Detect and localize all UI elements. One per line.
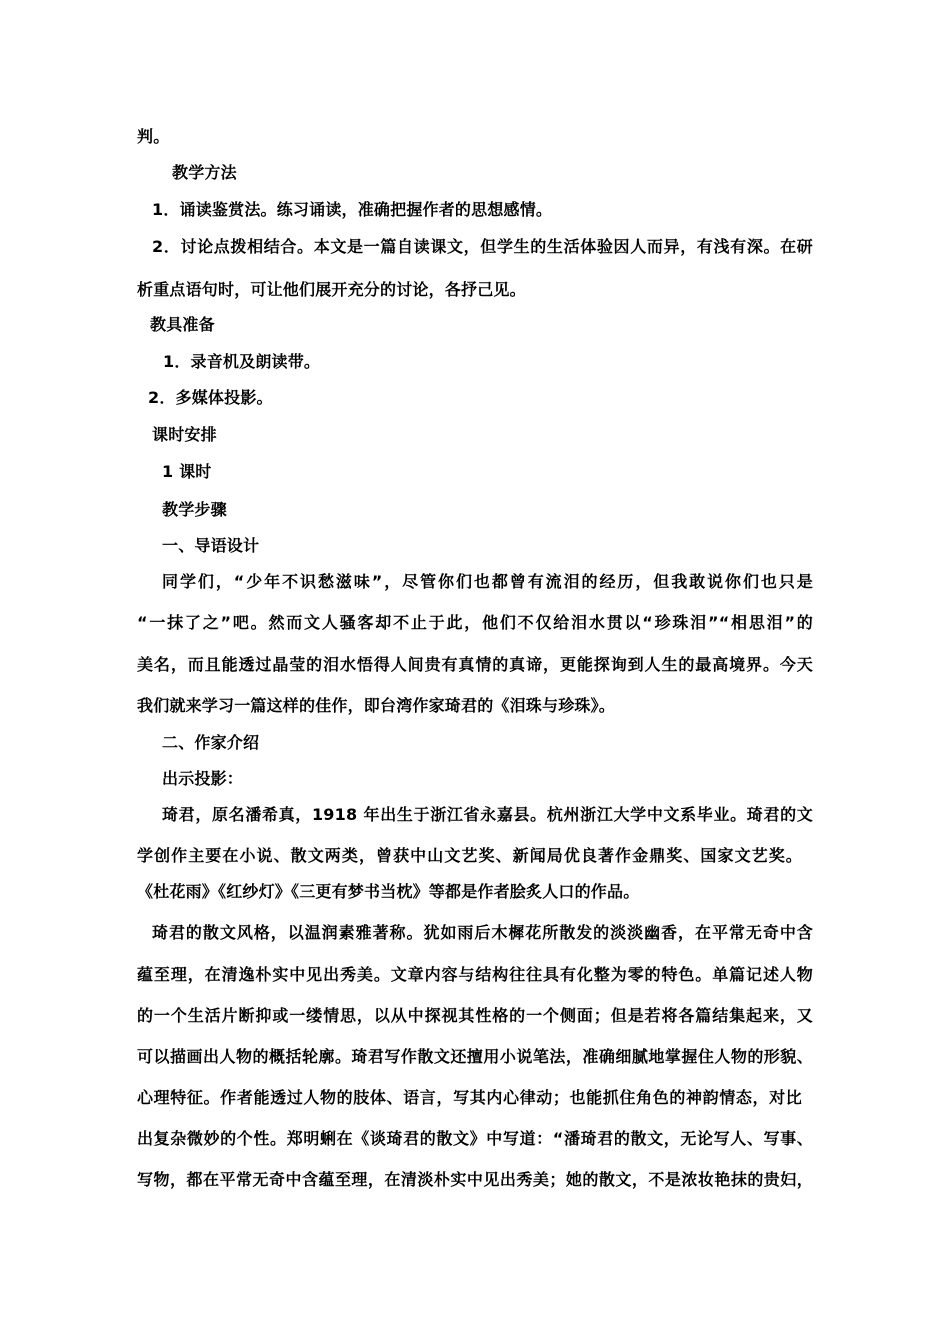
text-line: 可以描画出人物的概括轮廓。琦君写作散文还擅用小说笔法，准确细腻地掌握住人物的形貌、 — [137, 1047, 813, 1066]
text-line: 析重点语句时，可让他们展开充分的讨论，各抒己见。 — [137, 280, 526, 299]
text-line: 心理特征。作者能透过人物的肢体、语言，写其内心律动；也能抓住角色的神韵情态，对比 — [137, 1088, 802, 1107]
section-heading: 一、导语设计 — [162, 536, 260, 555]
text-line: “一抹了之”吧。然而文人骚客却不止于此，他们不仅给泪水贯以“珍珠泪”“相思泪”的 — [137, 613, 813, 632]
text-line: 出示投影： — [162, 769, 244, 788]
text-line: 蕴至理，在清逸朴实中见出秀美。文章内容与结构往往具有化整为零的特色。单篇记述人物 — [137, 965, 813, 984]
section-heading: 课时安排 — [152, 425, 217, 444]
text-line: 写物，都在平常无奇中含蕴至理，在清淡朴实中见出秀美；她的散文，不是浓妆艳抹的贵妇， — [137, 1170, 813, 1189]
text-line: 1．诵读鉴赏法。练习诵读，准确把握作者的思想感情。 — [152, 200, 553, 219]
text-line: 1．录音机及朗读带。 — [163, 352, 321, 371]
section-heading: 二、作家介绍 — [162, 733, 260, 752]
section-heading: 教学步骤 — [162, 500, 227, 519]
section-heading: 教具准备 — [150, 315, 215, 334]
text-line: 判。 — [137, 127, 170, 146]
text-line: 琦君的散文风格，以温润素雅著称。犹如雨后木樨花所散发的淡淡幽香，在平常无奇中含 — [152, 923, 813, 942]
section-heading: 教学方法 — [172, 163, 237, 182]
text-line: 出复杂微妙的个性。郑明蜊在《谈琦君的散文》中写道：“潘琦君的散文，无论写人、写事、 — [137, 1129, 813, 1148]
text-line: 1 课时 — [162, 462, 212, 481]
text-line: 2．讨论点拨相结合。本文是一篇自读课文，但学生的生活体验因人而异，有浅有深。在研 — [152, 237, 813, 256]
text-line: 《杜花雨》《红纱灯》《三更有梦书当枕》等都是作者脍炙人口的作品。 — [137, 882, 640, 901]
text-line: 同学们，“少年不识愁滋味”，尽管你们也都曾有流泪的经历，但我敢说你们也只是 — [162, 572, 813, 591]
text-line: 2．多媒体投影。 — [148, 388, 273, 407]
text-line: 学创作主要在小说、散文两类，曾获中山文艺奖、新闻局优良著作金鼎奖、国家文艺奖。 — [137, 846, 802, 865]
text-line: 的一个生活片断抑或一缕情思，以从中探视其性格的一个侧面；但是若将各篇结集起来，又 — [137, 1006, 813, 1025]
text-line: 美名，而且能透过晶莹的泪水悟得人间贵有真情的真谛，更能探询到人生的最高境界。今天 — [137, 655, 813, 674]
text-line: 我们就来学习一篇这样的佳作，即台湾作家琦君的《泪珠与珍珠》。 — [137, 696, 616, 715]
text-line: 琦君，原名潘希真，1918 年出生于浙江省永嘉县。杭州浙江大学中文系毕业。琦君的文 — [162, 805, 813, 824]
